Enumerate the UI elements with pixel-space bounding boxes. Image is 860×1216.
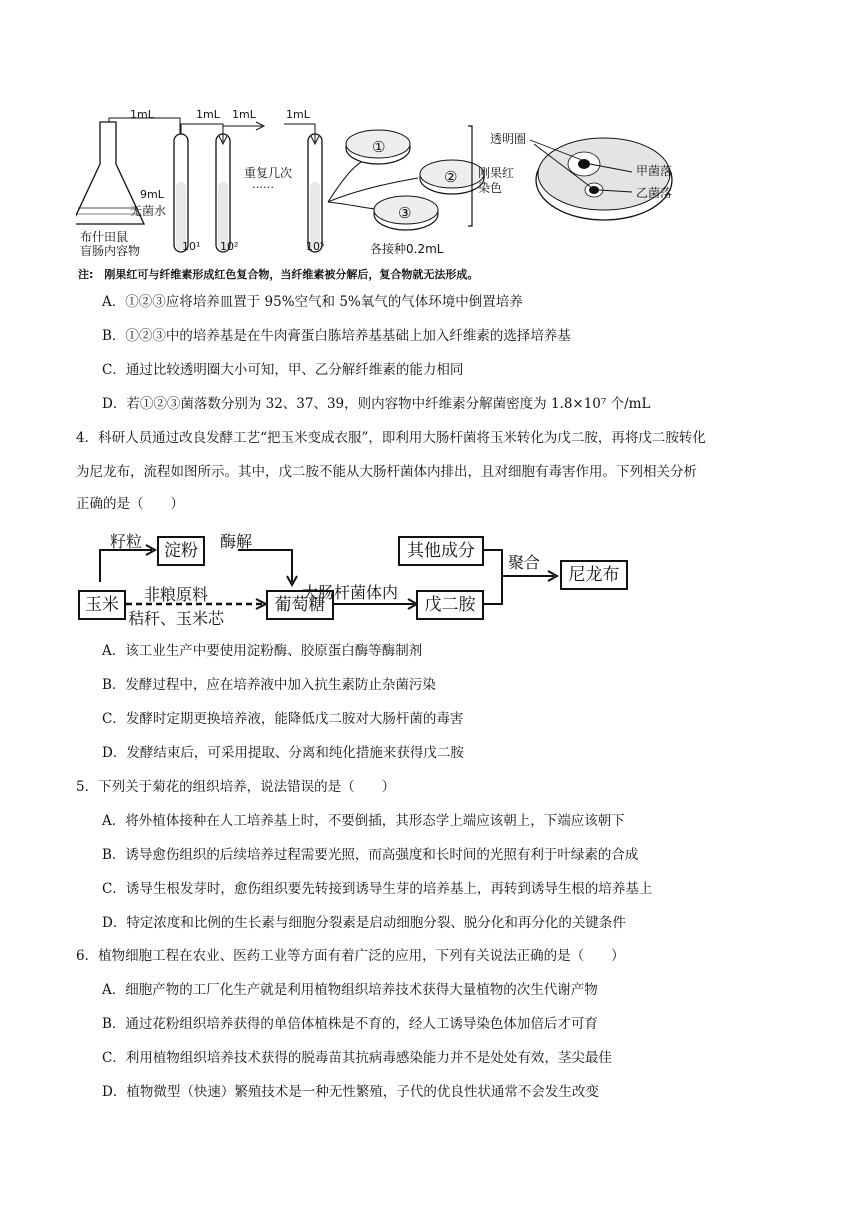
flow-seed-label: 籽粒 xyxy=(110,532,143,551)
q4-stem-line3: 正确的是（ ） xyxy=(76,496,184,512)
repeat-label: 重复几次 xyxy=(244,166,293,180)
q6-option-b: B．通过花粉组织培养获得的单倍体植株是不育的，经人工诱导染色体加倍后才可育 xyxy=(102,1016,598,1032)
q4-option-c: C．发酵时定期更换培养液，能降低戊二胺对大肠杆菌的毒害 xyxy=(102,711,464,727)
q4-option-b: B．发酵过程中，应在培养液中加入抗生素防止杂菌污染 xyxy=(102,677,436,693)
q5-option-a: A．将外植体接种在人工培养基上时，不要倒插，其形态学上端应该朝上，下端应该朝下 xyxy=(102,813,625,829)
flow-straw-label: 秸秆、玉米芯 xyxy=(128,609,225,628)
plate-label-2: ② xyxy=(444,168,458,186)
figure-note: 注: 刚果红可与纤维素形成红色复合物，当纤维素被分解后，复合物就无法形成。 xyxy=(78,268,479,281)
flow-corn: 玉米 xyxy=(78,590,126,620)
flask-label: 布什田鼠 盲肠内容物 xyxy=(80,230,141,258)
volume-label-2: 1mL xyxy=(196,108,220,121)
q5-option-d: D．特定浓度和比例的生长素与细胞分裂素是启动细胞分裂、脱分化和再分化的关键条件 xyxy=(102,915,626,931)
colony-a-label: 甲菌落 xyxy=(636,164,673,178)
stain-label: 刚果红 染色 xyxy=(478,166,515,195)
q3-option-a: A．①②③应将培养皿置于 95%空气和 5%氧气的气体环境中倒置培养 xyxy=(102,294,523,310)
flow-glucose: 葡萄糖 xyxy=(266,590,334,620)
plate-label-1: ① xyxy=(372,138,386,156)
q6-option-a: A．细胞产物的工厂化生产就是利用植物组织培养技术获得大量植物的次生代谢产物 xyxy=(102,982,598,998)
dilution-label-3: 10⁵ xyxy=(306,240,325,253)
colony-b-label: 乙菌落 xyxy=(636,186,673,200)
water-volume-label: 9mL xyxy=(140,188,164,201)
volume-label-4: 1mL xyxy=(286,108,310,121)
q4-option-d: D．发酵结束后，可采用提取、分离和纯化措施来获得戊二胺 xyxy=(102,745,464,761)
flow-ecoli-label: 大肠杆菌体内 xyxy=(302,583,399,602)
q3-option-b: B．①②③中的培养基是在牛肉膏蛋白胨培养基基础上加入纤维素的选择培养基 xyxy=(102,328,571,344)
volume-label-1: 1mL xyxy=(130,108,154,121)
q4-option-a: A．该工业生产中要使用淀粉酶、胶原蛋白酶等酶制剂 xyxy=(102,643,423,659)
q6-option-c: C．利用植物组织培养技术获得的脱毒苗其抗病毒感染能力并不是处处有效，茎尖最佳 xyxy=(102,1050,612,1066)
flow-cadaverine: 戊二胺 xyxy=(416,590,484,620)
q5-option-c: C．诱导生根发芽时，愈伤组织要先转接到诱导生芽的培养基上，再转到诱导生根的培养基上 xyxy=(102,881,653,897)
q5-stem: 5．下列关于菊花的组织培养，说法错误的是（ ） xyxy=(76,779,396,795)
plate-label-3: ③ xyxy=(398,204,412,222)
flow-nongrain-label: 非粮原料 xyxy=(144,585,209,604)
halo-label: 透明圈 xyxy=(490,132,527,146)
q5-option-b: B．诱导愈伤组织的后续培养过程需要光照，而高强度和长时间的光照有利于叶绿素的合成 xyxy=(102,847,639,863)
flow-other: 其他成分 xyxy=(398,536,484,566)
flow-starch: 淀粉 xyxy=(157,536,205,566)
dilution-label-1: 10¹ xyxy=(182,240,201,253)
water-label: 无菌水 xyxy=(130,204,167,218)
q3-option-c: C．通过比较透明圈大小可知，甲、乙分解纤维素的能力相同 xyxy=(102,362,464,378)
q4-stem-line2: 为尼龙布，流程如图所示。其中，戊二胺不能从大肠杆菌体内排出，且对细胞有毒害作用。下列相关分析 xyxy=(76,464,697,480)
q6-option-d: D．植物微型（快速）繁殖技术是一种无性繁殖，子代的优良性状通常不会发生改变 xyxy=(102,1084,599,1100)
flow-enzymolysis-label: 酶解 xyxy=(220,532,253,551)
inoculate-label: 各接种0.2mL xyxy=(370,242,444,256)
volume-label-3: 1mL xyxy=(232,108,256,121)
flow-nylon: 尼龙布 xyxy=(560,560,628,590)
q4-stem-line1: 4．科研人员通过改良发酵工艺“把玉米变成衣服”，即利用大肠杆菌将玉米转化为戊二胺，再将戊二胺转化 xyxy=(76,430,706,446)
q3-option-d: D．若①②③菌落数分别为 32、37、39，则内容物中纤维素分解菌密度为 1.8×10⁷ 个/mL xyxy=(102,396,651,412)
flow-polymerize-label: 聚合 xyxy=(508,553,541,572)
dots-label: …… xyxy=(252,178,274,191)
dilution-label-2: 10² xyxy=(220,240,239,253)
q6-stem: 6．植物细胞工程在农业、医药工业等方面有着广泛的应用，下列有关说法正确的是（ ） xyxy=(76,948,625,964)
